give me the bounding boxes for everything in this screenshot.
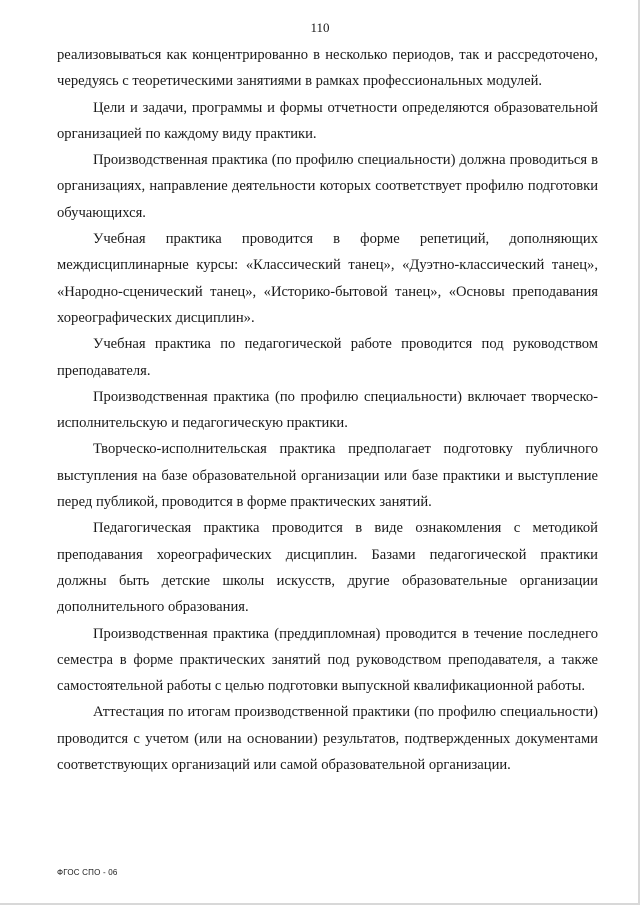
document-body — [57, 42, 598, 778]
page-number: 110 — [310, 20, 330, 35]
paragraph-goals: Цели и задачи, программы и формы отчетности определяются образовательной организацией по каждому виду практики. — [57, 99, 598, 142]
paragraph-prediploma-practice: Производственная практика (преддипломная) проводится в течение последнего семестра в форме практических занятий под руководством преподавателя, а также самостоятельной работы с целью подготовки выпускной квалификационной работы. — [57, 625, 598, 695]
paragraph-continuation: реализовываться как концентрированно в несколько периодов, так и рассредоточено, чередуясь с теоретическими занятиями в рамках профессиональных модулей. — [57, 47, 598, 90]
paragraph-performance-practice: Творческо-исполнительская практика предполагает подготовку публичного выступления на базе образовательной организации или базе практики и выступление перед публикой, проводится в форме практических занятий. — [57, 441, 598, 511]
paragraph-educational-practice: Учебная практика проводится в форме репетиций, дополняющих междисциплинарные курсы: «Классический танец», «Дуэтно-классический танец», «Народно-сценический танец», «Историко-бытовой танец», «Основы преподавания хореографических дисциплин». — [57, 231, 598, 326]
paragraph-pedagogical-practice: Педагогическая практика проводится в виде ознакомления с методикой преподавания хореографических дисциплин. Базами педагогической практики должны быть детские школы искусств, другие образовательные организации дополнительного образования. — [57, 520, 598, 616]
paragraph-production-practice-types: Производственная практика (по профилю специальности) включает творческо-исполнительскую и педагогическую практики. — [57, 388, 598, 432]
paragraph-pedagogical-supervision: Учебная практика по педагогической работе проводится под руководством преподавателя. — [57, 336, 598, 379]
paragraph-attestation: Аттестация по итогам производственной практики (по профилю специальности) проводится с учетом (или на основании) результатов, подтвержденных документами соответствующих организаций или самой образовательной организации. — [57, 704, 598, 774]
footer-standard-code: ФГОС СПО - 06 — [57, 868, 118, 877]
paragraph-production-practice-location: Производственная практика (по профилю специальности) должна проводиться в организациях, направление деятельности которых соответствует профилю подготовки обучающихся. — [57, 152, 598, 221]
